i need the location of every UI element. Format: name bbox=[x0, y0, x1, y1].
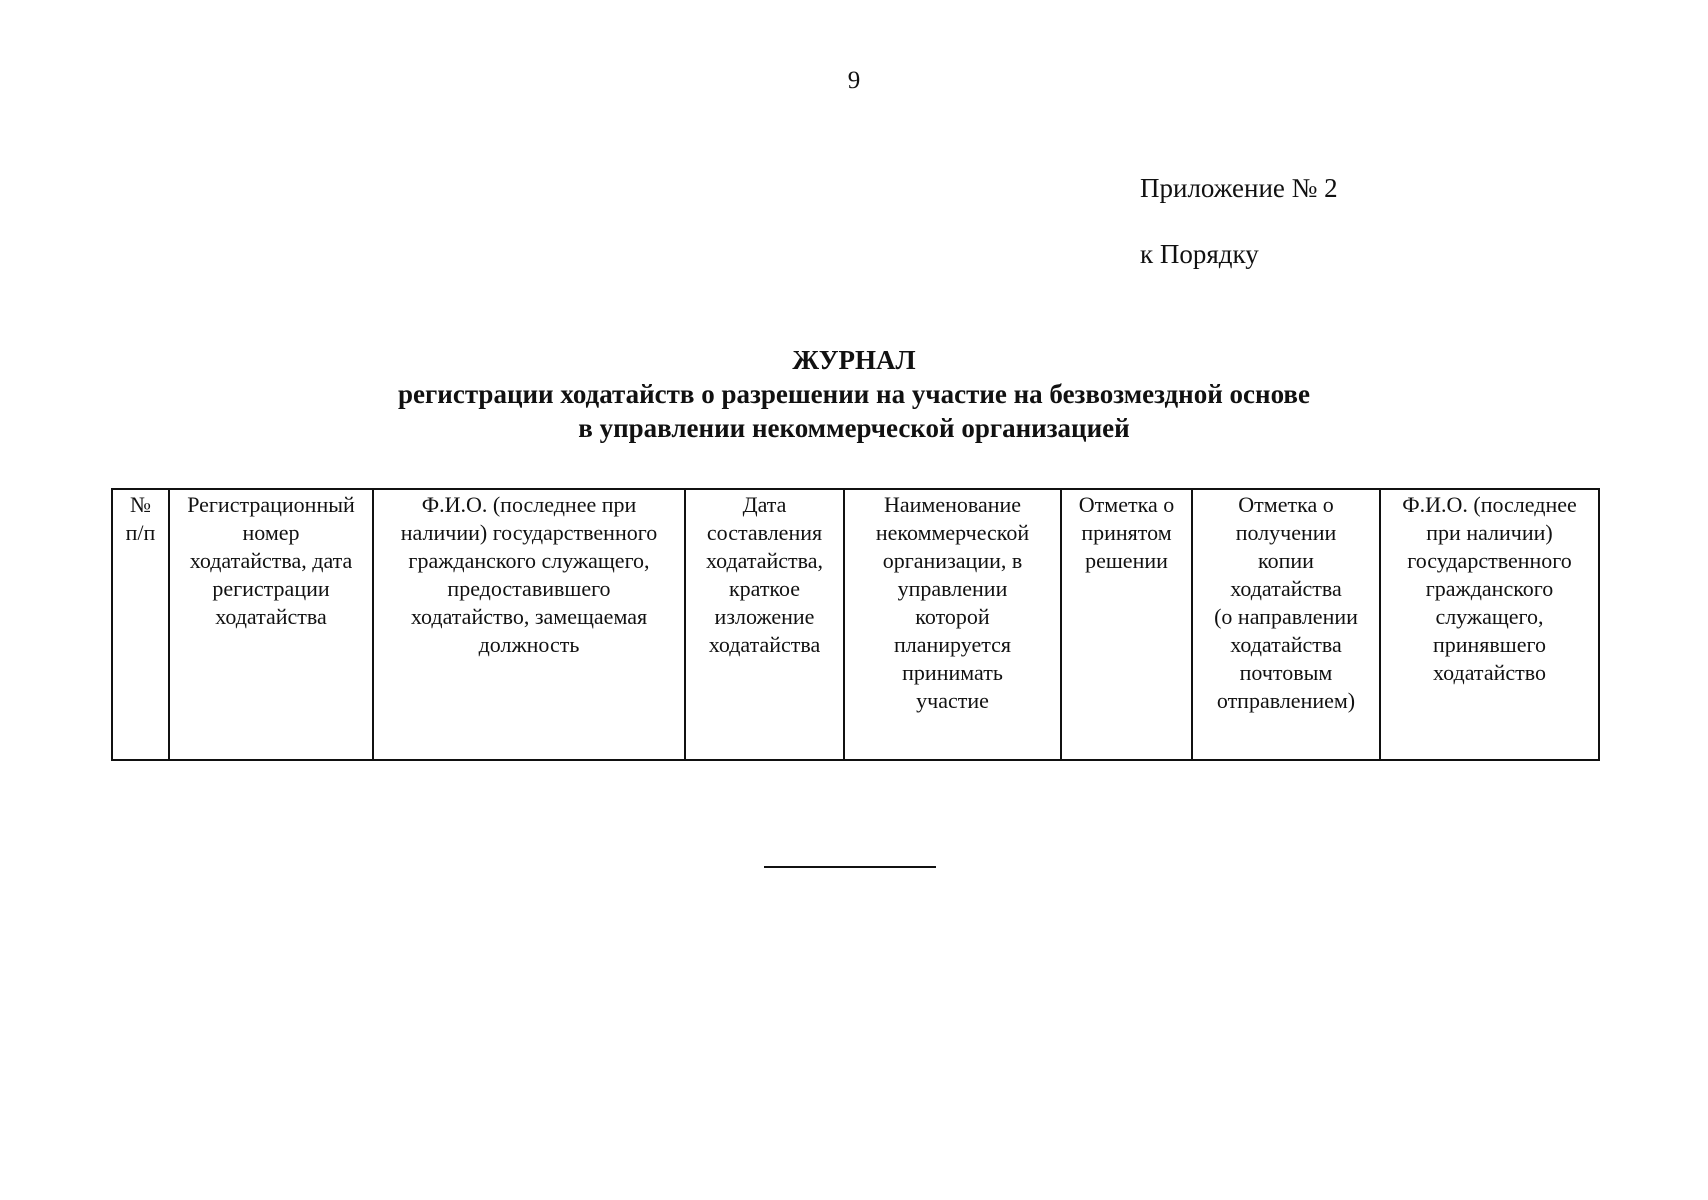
header-line: п/п bbox=[125, 520, 156, 545]
header-line: предоставившего bbox=[447, 576, 611, 601]
journal-heading bbox=[0, 343, 1708, 445]
journal-title: ЖУРНАЛ bbox=[792, 345, 916, 375]
header-line: Регистрационный bbox=[187, 492, 355, 517]
header-line: составления bbox=[706, 520, 823, 545]
header-line: краткое bbox=[728, 576, 801, 601]
header-line: Отметка о bbox=[1078, 492, 1175, 517]
header-cell-organization-name bbox=[844, 489, 1061, 760]
journal-subtitle-line-2: в управлении некоммерческой организацией bbox=[578, 413, 1130, 443]
header-line: участие bbox=[916, 688, 989, 713]
page-number: 9 bbox=[847, 67, 861, 94]
appendix-title: Приложение № 2 bbox=[1140, 173, 1338, 203]
header-line: Дата bbox=[742, 492, 787, 517]
header-line: ходатайства bbox=[1230, 632, 1342, 657]
header-line: наличии) государственного bbox=[400, 520, 658, 545]
header-line: планируется bbox=[893, 632, 1011, 657]
header-line: ходатайства, дата bbox=[189, 548, 353, 573]
journal-table bbox=[111, 488, 1600, 761]
header-line: принятом bbox=[1081, 520, 1172, 545]
header-cell-registration-number bbox=[169, 489, 373, 760]
header-line: ходатайства bbox=[1230, 576, 1342, 601]
header-cell-decision-mark bbox=[1061, 489, 1192, 760]
header-line: некоммерческой bbox=[875, 520, 1030, 545]
header-line: ходатайства, bbox=[705, 548, 824, 573]
header-cell-applicant-name bbox=[373, 489, 685, 760]
header-line: номер bbox=[242, 520, 300, 545]
header-line: государственного bbox=[1407, 548, 1572, 573]
header-line: № bbox=[130, 492, 151, 517]
header-line: Наименование bbox=[883, 492, 1022, 517]
header-line: должность bbox=[478, 632, 580, 657]
header-line: решении bbox=[1085, 548, 1168, 573]
closing-rule bbox=[764, 866, 936, 868]
header-line: изложение bbox=[714, 604, 815, 629]
header-line: отправлением) bbox=[1216, 688, 1356, 713]
header-line: управлении bbox=[897, 576, 1008, 601]
header-cell-application-date bbox=[685, 489, 844, 760]
header-line: ходатайства bbox=[215, 604, 327, 629]
header-line: ходатайства bbox=[708, 632, 821, 657]
header-line: (о направлении bbox=[1214, 604, 1358, 629]
header-line: Отметка о bbox=[1238, 492, 1334, 517]
header-line: ходатайство, замещаемая bbox=[410, 604, 648, 629]
header-cell-copy-receipt-mark bbox=[1192, 489, 1380, 760]
header-line: служащего, bbox=[1435, 604, 1544, 629]
header-line: Ф.И.О. (последнее при bbox=[421, 492, 637, 517]
header-line: принимать bbox=[902, 660, 1003, 685]
header-line: регистрации bbox=[212, 576, 330, 601]
header-line: ходатайство bbox=[1433, 660, 1546, 685]
header-line: принявшего bbox=[1432, 632, 1546, 657]
header-line: которой bbox=[915, 604, 990, 629]
header-line: гражданского служащего, bbox=[408, 548, 650, 573]
header-cell-number bbox=[112, 489, 169, 760]
header-line: при наличии) bbox=[1426, 520, 1553, 545]
appendix-reference: к Порядку bbox=[1140, 239, 1259, 269]
header-line: организации, в bbox=[882, 548, 1023, 573]
header-line: Ф.И.О. (последнее bbox=[1402, 492, 1577, 517]
header-line: получении bbox=[1235, 520, 1337, 545]
header-cell-receiver-name bbox=[1380, 489, 1599, 760]
header-line: копии bbox=[1258, 548, 1314, 573]
journal-subtitle-line-1: регистрации ходатайств о разрешении на участие на безвозмездной основе bbox=[398, 379, 1310, 409]
header-line: гражданского bbox=[1425, 576, 1554, 601]
table-header-row bbox=[112, 489, 1599, 760]
header-line: почтовым bbox=[1239, 660, 1333, 685]
